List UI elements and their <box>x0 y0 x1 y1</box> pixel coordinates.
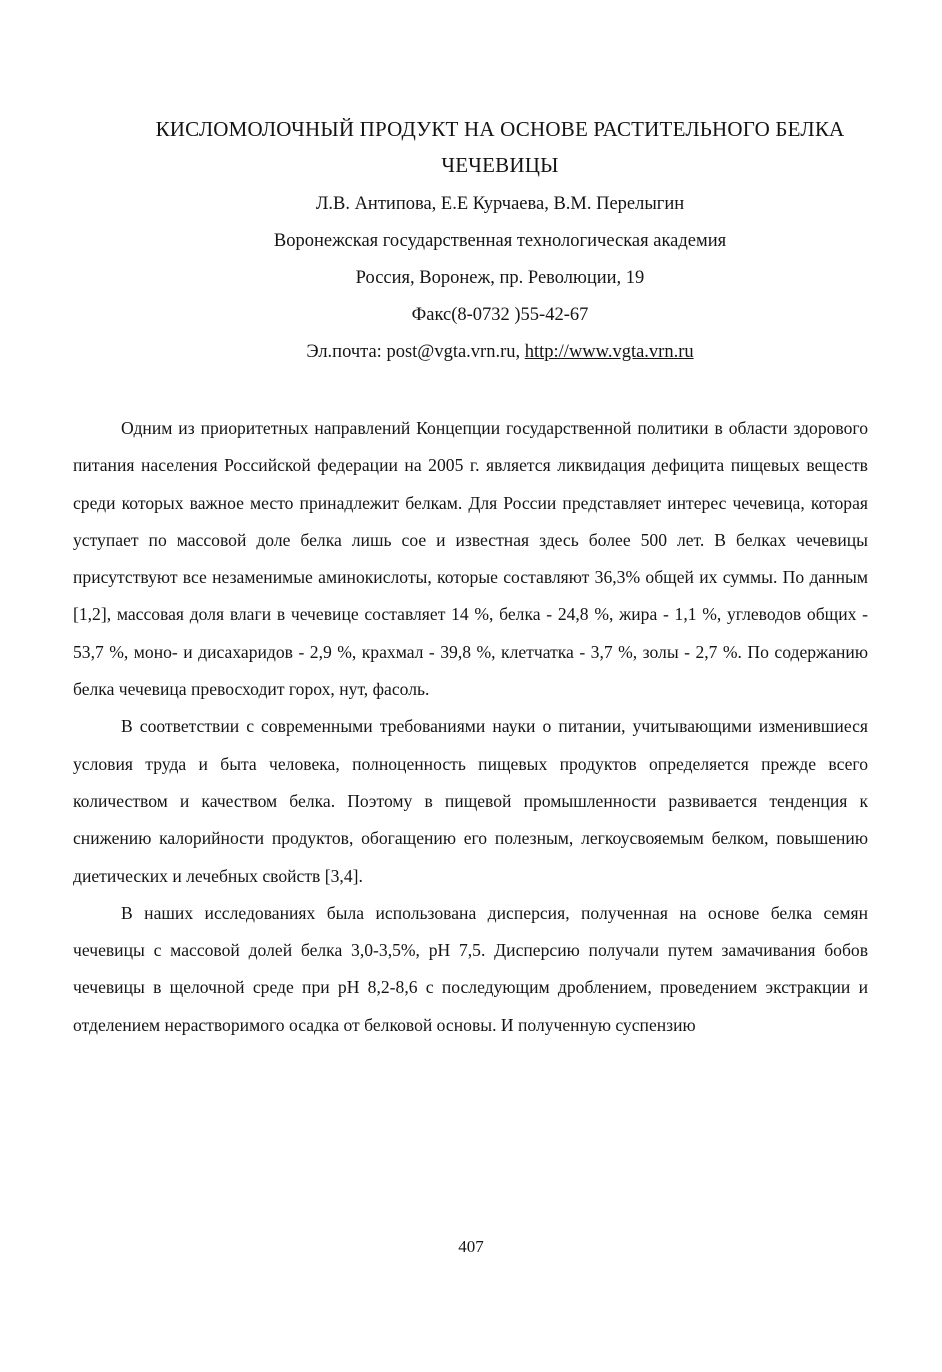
email-label: Эл.почта: post@vgta.vrn.ru, <box>306 342 525 362</box>
affiliation: Воронежская государственная технологическая академия <box>273 231 727 251</box>
fax: Факс(8-0732 )55-42-67 <box>411 305 589 325</box>
contacts <box>60 342 940 363</box>
address: Россия, Воронеж, пр. Революции, 19 <box>355 268 645 288</box>
paragraph-2: В соответствии с современными требованиями науки о питании, учитывающими изменившиеся условия труда и быта человека, полноценность пищевых продуктов определяется прежде всего количеством и качеством белка. Поэтому в пищевой промышленности развивается тенденция к снижению калорийности продуктов, обогащению его полезным, легкоусвояемым белком, повышению диетических и лечебных свойств [3,4]. <box>73 716 868 886</box>
article-body <box>73 410 868 1044</box>
article-title-line-2: ЧЕЧЕВИЦЫ <box>441 153 559 177</box>
paragraph-3: В наших исследованиях была использована дисперсия, полученная на основе белка семян чечевицы с массовой долей белка 3,0-3,5%, рН 7,5. Дисперсию получали путем замачивания бобов чечевицы в щелочной среде при рН 8,2-8,6 с последующим дроблением, проведением экстракции и отделением нерастворимого осадка от белковой основы. И полученную суспензию <box>73 902 868 1035</box>
paragraph-1: Одним из приоритетных направлений Концепции государственной политики в области здорового питания населения Российской федерации на 2005 г. является ликвидация дефицита пищевых веществ среди которых важное место принадлежит белкам. Для России представляет интерес чечевица, которая уступает по массовой доле белка лишь сое и известная здесь более 500 лет. В белках чечевицы присутствуют все незаменимые аминокислоты, которые составляют 36,3% общей их суммы. По данным [1,2], массовая доля влаги в чечевице составляет 14 %, белка - 24,8 %, жира - 1,1 %, углеводов общих - 53,7 %, моно- и дисахаридов - 2,9 %, крахмал - 39,8 %, клетчатка - 3,7 %, золы - 2,7 %. По содержанию белка чечевица превосходит горох, нут, фасоль. <box>73 418 868 700</box>
article-title-line-1: КИСЛОМОЛОЧНЫЙ ПРОДУКТ НА ОСНОВЕ РАСТИТЕЛЬНОГО БЕЛКА <box>155 117 845 141</box>
website-link[interactable]: http://www.vgta.vrn.ru <box>524 342 694 362</box>
page-number: 407 <box>458 1237 484 1256</box>
authors: Л.В. Антипова, Е.Е Курчаева, В.М. Перелыгин <box>315 194 685 214</box>
